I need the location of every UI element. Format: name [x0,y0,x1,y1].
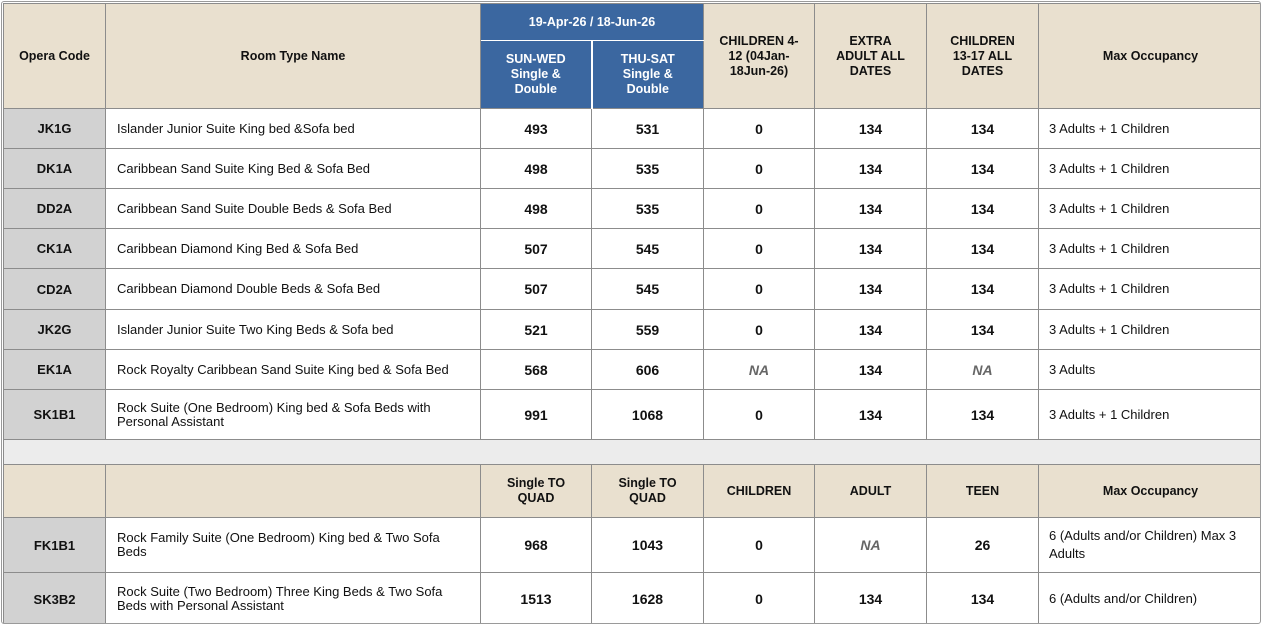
table-row [4,518,1262,573]
adult-rate-cell: 134 [815,310,927,350]
opera-code-cell: FK1B1 [4,518,106,573]
header-blank-code [4,465,106,518]
table-row [4,189,1262,229]
max-occupancy-cell: 3 Adults + 1 Children [1039,229,1262,269]
rate-cell: 507 [481,269,592,310]
teen-rate-cell: NA [927,350,1039,390]
children-rate-cell: 0 [704,109,815,149]
rate-cell: 568 [481,350,592,390]
room-type-cell: Islander Junior Suite Two King Beds & Sofa bed [106,310,481,350]
rate-cell: 545 [592,229,704,269]
rate-cell: 498 [481,149,592,189]
rate-cell: 535 [592,189,704,229]
header-period: 19-Apr-26 / 18-Jun-26 [481,4,704,41]
adult-rate-cell: 134 [815,573,927,625]
header-children: CHILDREN 4-12 (04Jan-18Jun-26) [704,4,815,109]
max-occupancy-cell: 3 Adults + 1 Children [1039,109,1262,149]
teen-rate-cell: 134 [927,310,1039,350]
children-rate-cell: 0 [704,390,815,440]
teen-rate-cell: 134 [927,269,1039,310]
max-occupancy-cell: 3 Adults + 1 Children [1039,390,1262,440]
table-row [4,109,1262,149]
max-occupancy-cell: 3 Adults + 1 Children [1039,189,1262,229]
section-separator [4,440,1262,465]
header-row-3 [4,465,1262,518]
header-teen: TEEN [927,465,1039,518]
rate-cell: 606 [592,350,704,390]
room-type-cell: Rock Royalty Caribbean Sand Suite King bed & Sofa Bed [106,350,481,390]
opera-code-cell: CK1A [4,229,106,269]
room-type-cell: Rock Suite (Two Bedroom) Three King Beds & Two Sofa Beds with Personal Assistant [106,573,481,625]
header-max-occupancy: Max Occupancy [1039,4,1262,109]
header-opera-code: Opera Code [4,4,106,109]
teen-rate-cell: 134 [927,390,1039,440]
header-row-1 [4,4,1262,41]
rate-cell: 493 [481,109,592,149]
rate-cell: 559 [592,310,704,350]
adult-rate-cell: 134 [815,350,927,390]
rates-table [3,3,1261,624]
room-type-cell: Caribbean Sand Suite Double Beds & Sofa Bed [106,189,481,229]
room-type-cell: Rock Family Suite (One Bedroom) King bed & Two Sofa Beds [106,518,481,573]
header-sun-wed: SUN-WED Single & Double [481,41,592,109]
teen-rate-cell: 134 [927,573,1039,625]
children-rate-cell: 0 [704,518,815,573]
children-rate-cell: 0 [704,189,815,229]
table-row [4,149,1262,189]
max-occupancy-cell: 6 (Adults and/or Children) Max 3 Adults [1039,518,1262,573]
header-single-to-quad-2: Single TO QUAD [592,465,704,518]
children-rate-cell: 0 [704,269,815,310]
room-type-cell: Caribbean Diamond King Bed & Sofa Bed [106,229,481,269]
teen-rate-cell: 26 [927,518,1039,573]
max-occupancy-cell: 6 (Adults and/or Children) [1039,573,1262,625]
rates-table-frame [1,1,1261,624]
adult-rate-cell: 134 [815,390,927,440]
opera-code-cell: JK2G [4,310,106,350]
rate-cell: 1043 [592,518,704,573]
adult-rate-cell: 134 [815,189,927,229]
teen-rate-cell: 134 [927,149,1039,189]
rate-cell: 1513 [481,573,592,625]
rate-cell: 991 [481,390,592,440]
rate-cell: 507 [481,229,592,269]
rate-cell: 521 [481,310,592,350]
rate-cell: 1068 [592,390,704,440]
max-occupancy-cell: 3 Adults + 1 Children [1039,149,1262,189]
adult-rate-cell: 134 [815,269,927,310]
room-type-cell: Caribbean Sand Suite King Bed & Sofa Bed [106,149,481,189]
table-row [4,310,1262,350]
teen-rate-cell: 134 [927,189,1039,229]
rate-cell: 531 [592,109,704,149]
adult-rate-cell: 134 [815,229,927,269]
header-max-occupancy-2: Max Occupancy [1039,465,1262,518]
header-extra-adult: EXTRA ADULT ALL DATES [815,4,927,109]
header-children-2: CHILDREN [704,465,815,518]
opera-code-cell: DK1A [4,149,106,189]
room-type-cell: Caribbean Diamond Double Beds & Sofa Bed [106,269,481,310]
header-blank-room-type [106,465,481,518]
children-rate-cell: 0 [704,229,815,269]
header-room-type: Room Type Name [106,4,481,109]
max-occupancy-cell: 3 Adults [1039,350,1262,390]
rate-cell: 1628 [592,573,704,625]
rate-cell: 498 [481,189,592,229]
opera-code-cell: SK3B2 [4,573,106,625]
table-row [4,390,1262,440]
adult-rate-cell: NA [815,518,927,573]
table-row [4,269,1262,310]
opera-code-cell: CD2A [4,269,106,310]
opera-code-cell: EK1A [4,350,106,390]
adult-rate-cell: 134 [815,149,927,189]
table-row [4,229,1262,269]
header-children-teen: CHILDREN 13-17 ALL DATES [927,4,1039,109]
children-rate-cell: 0 [704,310,815,350]
teen-rate-cell: 134 [927,109,1039,149]
children-rate-cell: 0 [704,573,815,625]
table-row [4,350,1262,390]
separator-cell [4,440,1262,465]
max-occupancy-cell: 3 Adults + 1 Children [1039,310,1262,350]
table-row [4,573,1262,625]
children-rate-cell: NA [704,350,815,390]
header-adult: ADULT [815,465,927,518]
header-single-to-quad-1: Single TO QUAD [481,465,592,518]
children-rate-cell: 0 [704,149,815,189]
opera-code-cell: SK1B1 [4,390,106,440]
teen-rate-cell: 134 [927,229,1039,269]
adult-rate-cell: 134 [815,109,927,149]
room-type-cell: Islander Junior Suite King bed &Sofa bed [106,109,481,149]
opera-code-cell: JK1G [4,109,106,149]
rate-cell: 545 [592,269,704,310]
room-type-cell: Rock Suite (One Bedroom) King bed & Sofa Beds with Personal Assistant [106,390,481,440]
header-thu-sat: THU-SAT Single & Double [592,41,704,109]
max-occupancy-cell: 3 Adults + 1 Children [1039,269,1262,310]
opera-code-cell: DD2A [4,189,106,229]
rate-cell: 535 [592,149,704,189]
rate-cell: 968 [481,518,592,573]
